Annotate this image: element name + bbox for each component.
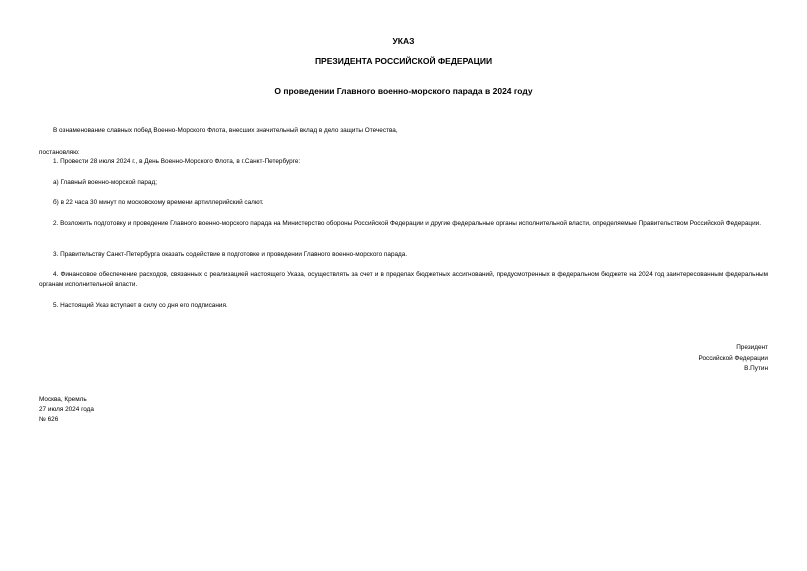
item-4: 4. Финансовое обеспечение расходов, связанных с реализацией настоящего Указа, осуществлять за счет и в пределах бюджетных ассигнований, предусмотренных в федеральном бюджете на 2024 год заинтересованным федеральным органам исполнительной власти.: [39, 271, 768, 288]
issuer-title: ПРЕЗИДЕНТА РОССИЙСКОЙ ФЕДЕРАЦИИ: [314, 56, 493, 66]
item-5: 5. Настоящий Указ вступает в силу со дня его подписания.: [53, 302, 228, 309]
item-1: 1. Провести 28 июля 2024 г., в День Военно-Морского Флота, в г.Санкт-Петербурге:: [53, 158, 301, 165]
footer-date: 27 июля 2024 года: [39, 406, 94, 413]
footer-place: Москва, Кремль: [39, 396, 87, 403]
item-1b: б) в 22 часа 30 минут по московскому времени артиллерийский салют.: [53, 199, 264, 206]
preamble-paragraph: В ознаменование славных побед Военно-Морского Флота, внесших значительный вклад в дело защиты Отечества,: [53, 127, 398, 134]
item-2: 2. Возложить подготовку и проведение Главного военно-морского парада на Министерство обороны Российской Федерации и другие федеральные органы исполнительной власти, определяемые Правительством Российской Федерации.: [53, 220, 761, 227]
signature-block: [699, 343, 769, 375]
resolve-line: постановляю:: [39, 149, 80, 156]
item-1a: а) Главный военно-морской парад;: [53, 179, 157, 186]
decree-title: УКАЗ: [392, 36, 415, 46]
document-subject: О проведении Главного военно-морского парада в 2024 году: [274, 86, 533, 96]
item-3: 3. Правительству Санкт-Петербурга оказать содействие в подготовке и проведении Главного военно-морского парада.: [53, 251, 408, 258]
signature-name: В.Путин: [744, 365, 768, 372]
signature-country: Российской Федерации: [698, 354, 768, 362]
signature-title: Президент: [736, 344, 768, 351]
footer-number: № 626: [39, 416, 59, 423]
